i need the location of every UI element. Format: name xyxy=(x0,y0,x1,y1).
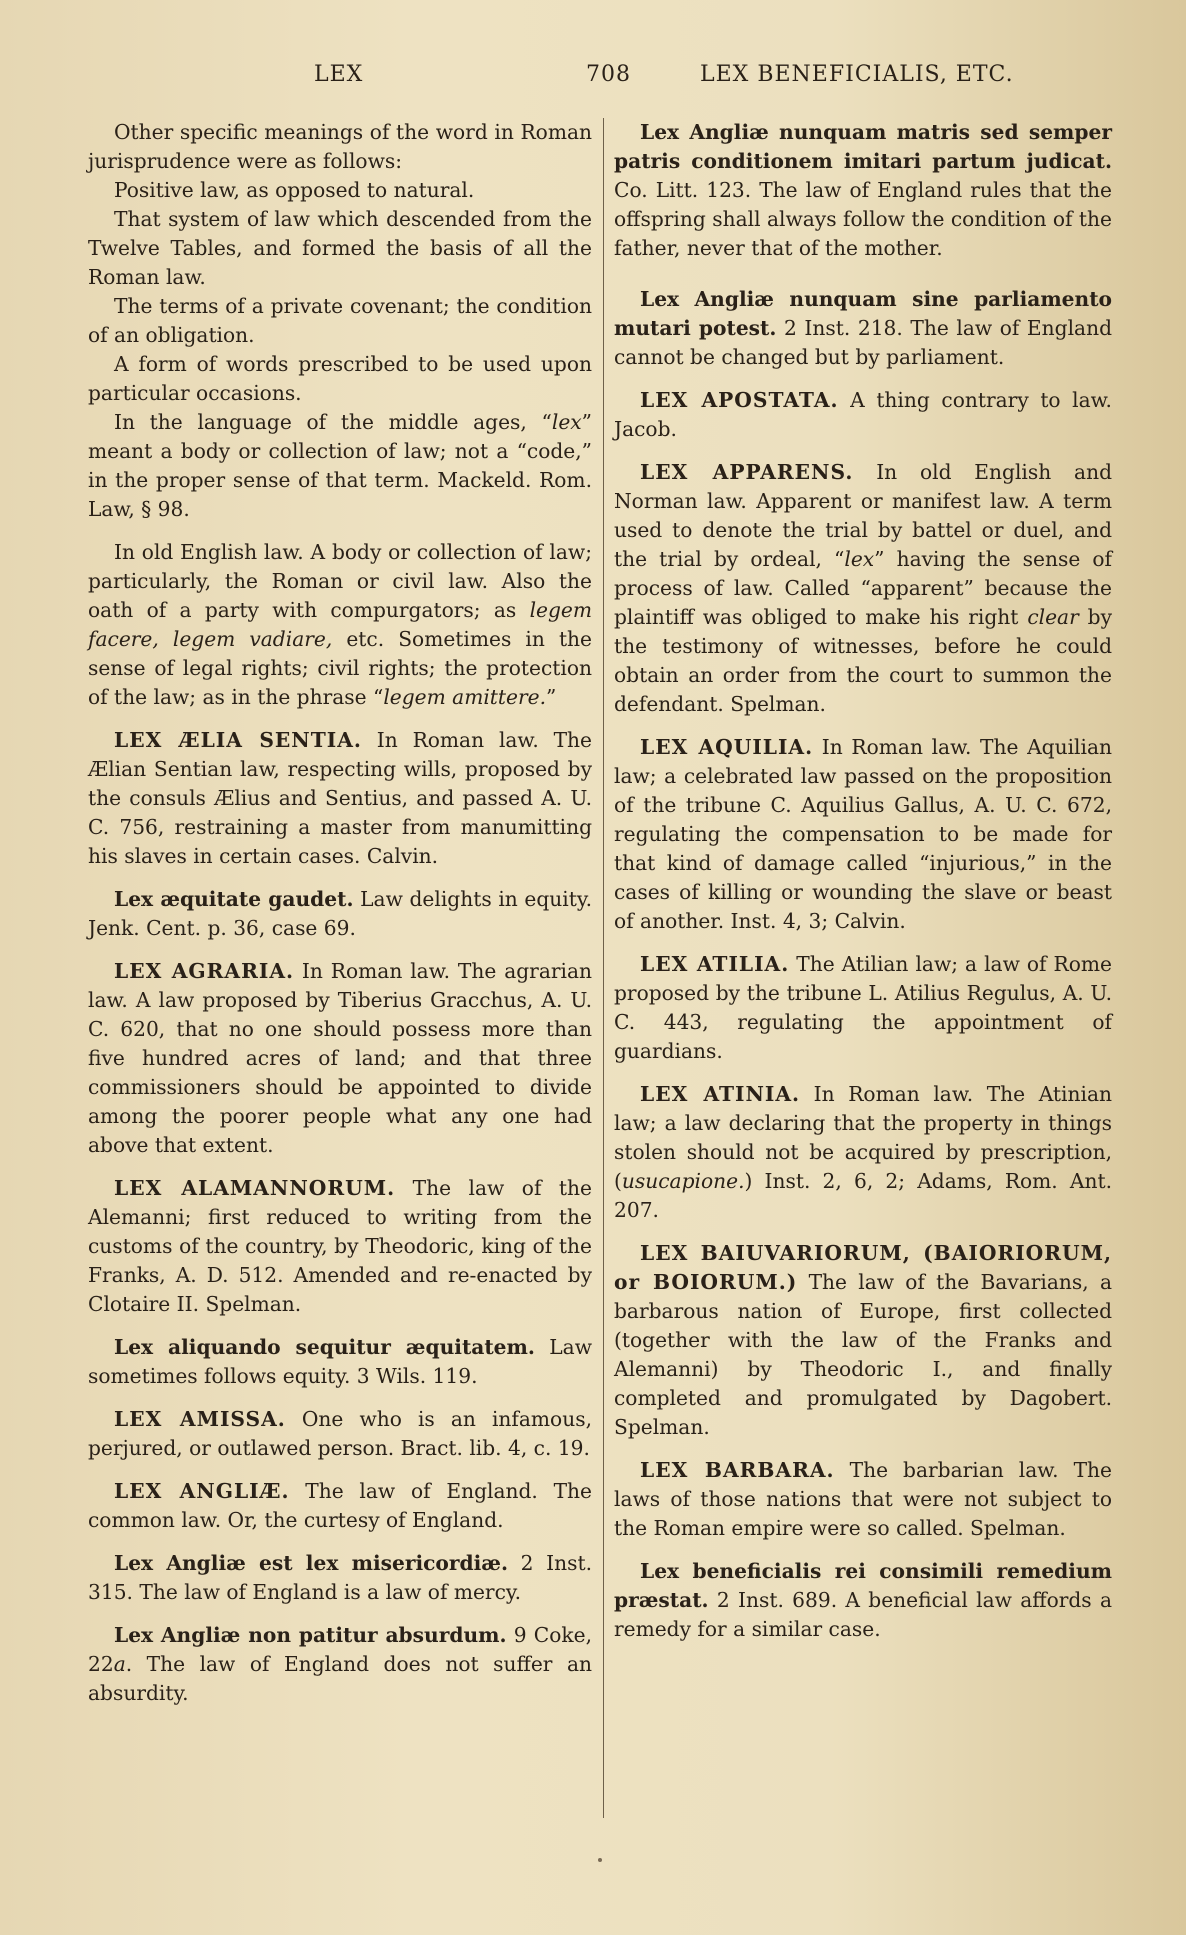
entry-definition: In Roman law. The Aquilian law; a celebrated law passed on the proposition of the tribune C. Aquilius Gallus, A. U. C. 672, regulating the compensation to be made for that kind of damage called “injurious,” in the cases of killing or wounding the slave or beast of another. Inst. 4, 3; Calvin. xyxy=(614,735,1112,933)
italic-term: clear xyxy=(1027,605,1079,629)
paragraph: A form of words prescribed to be used upon particular occasions. xyxy=(88,352,592,405)
entry-headword: LEX AMISSA. xyxy=(114,1407,286,1431)
italic-term: lex xyxy=(844,547,875,571)
entry xyxy=(88,726,592,871)
entry-definition: In old English and Norman law. Apparent or manifest law. A term used to denote the trial by battel or duel, and the trial by ordeal, “ xyxy=(614,460,1113,571)
entry xyxy=(614,458,1112,719)
entry-definition: In Roman law. The Atinian law; a law declaring that the property in things stolen should not be acquired by prescription, ( xyxy=(614,1082,1112,1193)
italic-term: a xyxy=(113,1652,126,1676)
paragraph: That system of law which descended from the Twelve Tables, and formed the basis of all the Roman law. xyxy=(88,207,592,289)
paragraph: Other specific meanings of the word in Roman jurisprudence were as follows: xyxy=(88,120,592,173)
entry-definition: 2 Inst. 218. The law of England cannot be changed but by parliament. xyxy=(614,316,1112,369)
entry xyxy=(614,118,1112,263)
entry-definition: One who is an infamous, perjured, or outlawed person. Bract. lib. 4, c. 19. xyxy=(88,1407,592,1460)
entry xyxy=(88,1405,592,1463)
left-column xyxy=(88,118,592,1708)
maxim-headword: Lex æquitate gaudet. xyxy=(114,887,354,911)
paragraph xyxy=(88,538,592,712)
entry xyxy=(614,1239,1112,1442)
entry-definition: . The law of England does not suffer an absurdity. xyxy=(88,1652,592,1705)
column-divider xyxy=(603,118,604,1818)
entry-definition: A thing contrary to law. Jacob. xyxy=(614,388,1112,441)
italic-term: usucapione. xyxy=(621,1169,745,1193)
entry-headword: LEX AGRARIA. xyxy=(114,959,295,983)
paragraph xyxy=(88,408,592,524)
entry-definition: In Roman law. The Ælian Sentian law, respecting wills, proposed by the consuls Ælius and Sentius, and passed A. U. C. 756, restraining a master from manumitting his slaves in certain cases. Calvin. xyxy=(88,728,592,868)
entry-headword: LEX BARBARA. xyxy=(640,1458,835,1482)
entry-definition: Law delights in equity. Jenk. Cent. p. 36, case 69. xyxy=(88,887,593,940)
entry-definition: by the testimony of witnesses, before he could obtain an order from the court to summon the defendant. Spelman. xyxy=(614,605,1112,716)
entry-definition: ) Inst. 2, 6, 2; Adams, Rom. Ant. 207. xyxy=(614,1169,1112,1222)
entry xyxy=(88,957,592,1160)
entry xyxy=(614,285,1112,372)
entry-definition: In Roman law. The agrarian law. A law proposed by Tiberius Gracchus, A. U. C. 620, that no one should possess more than five hundred acres of land; and that three commissioners should be appointed to divide among the poorer people what any one had above that extent. xyxy=(88,959,592,1157)
entry xyxy=(614,733,1112,936)
entry-definition: The law of the Alemanni; first reduced to writing from the customs of the country, by Theodoric, king of the Franks, A. D. 512. Amended and re-enacted by Clotaire II. Spelman. xyxy=(88,1176,592,1316)
entry-definition: The barbarian law. The laws of those nations that were not subject to the Roman empire were so called. Spelman. xyxy=(614,1458,1112,1540)
text: In old English law. A body or collection of law; particularly, the Roman or civil law. Also the oath of a party with compurgators; as xyxy=(88,540,592,622)
entry-headword: LEX ALAMANNORUM. xyxy=(114,1176,396,1200)
entry-definition: 2 Inst. 315. The law of England is a law of mercy. xyxy=(88,1551,592,1604)
entry xyxy=(88,1477,592,1535)
maxim-headword: Lex beneficialis rei consimili remedium præstat. xyxy=(614,1559,1112,1612)
text: ” meant a body or collection of law; not a “code,” in the proper sense of that term. Mackeld. Rom. Law, § 98. xyxy=(88,410,592,521)
italic-term: lex xyxy=(551,410,582,434)
page-number: 708 xyxy=(586,62,631,87)
entry xyxy=(88,1174,592,1319)
entry xyxy=(614,1557,1112,1644)
entry-definition: The law of the Bavarians, a barbarous nation of Europe, first collected (together with the law of the Franks and Alemanni) by Theodoric I., and finally completed and promulgated by Dagobert. Spelman. xyxy=(614,1270,1112,1439)
maxim-headword: Lex Angliæ est lex misericordiæ. xyxy=(114,1551,509,1575)
entry-definition: The law of England. The common law. Or, the curtesy of England. xyxy=(88,1479,592,1532)
entry-definition: ” having the sense of process of law. Called “apparent” because the plaintiff was obliged to make his right xyxy=(614,547,1112,629)
entry xyxy=(614,386,1112,444)
italic-term: legem facere, legem vadiare, xyxy=(88,598,592,651)
entry xyxy=(88,1549,592,1607)
entry xyxy=(88,885,592,943)
entry-definition: 9 Coke, 22 xyxy=(88,1623,593,1676)
entry-headword: LEX AQUILIA. xyxy=(640,735,814,759)
header-left-term: LEX xyxy=(314,62,364,87)
entry xyxy=(614,1080,1112,1225)
entry-headword: LEX APPARENS. xyxy=(640,460,854,484)
text: In the language of the middle ages, “ xyxy=(114,410,552,434)
entry-definition: Co. Litt. 123. The law of England rules that the offspring shall always follow the condition of the father, never that of the mother. xyxy=(614,178,1112,260)
entry-headword: LEX BAIUVARIORUM, (BAIORIORUM, or BOIORUM.) xyxy=(614,1241,1112,1294)
page-header xyxy=(0,62,1186,102)
entry-definition: 2 Inst. 689. A beneficial law affords a remedy for a similar case. xyxy=(614,1588,1112,1641)
entry-headword: LEX APOSTATA. xyxy=(640,388,839,412)
entry xyxy=(614,1456,1112,1543)
entry-headword: LEX ATINIA. xyxy=(640,1082,801,1106)
maxim-headword: Lex Angliæ non patitur absurdum. xyxy=(114,1623,507,1647)
text: ” xyxy=(546,685,557,709)
text: etc. Sometimes in the sense of legal rights; civil rights; the protection of the law; as in the phrase “ xyxy=(88,627,592,709)
right-column xyxy=(614,118,1112,1644)
page-speck xyxy=(598,1858,602,1862)
maxim-headword: Lex Angliæ nunquam sine parliamento mutari potest. xyxy=(614,287,1112,340)
entry-definition: The Atilian law; a law of Rome proposed by the tribune L. Atilius Regulus, A. U. C. 443, regulating the appointment of guardians. xyxy=(614,952,1112,1063)
paragraph: The terms of a private covenant; the condition of an obligation. xyxy=(88,294,592,347)
italic-term: legem amittere. xyxy=(383,685,546,709)
maxim-headword: Lex aliquando sequitur æquitatem. xyxy=(114,1335,535,1359)
entry xyxy=(88,1621,592,1708)
entry-headword: LEX ANGLIÆ. xyxy=(114,1479,290,1503)
paragraph: Positive law, as opposed to natural. xyxy=(114,178,475,202)
maxim-headword: Lex Angliæ nunquam matris sed semper patris conditionem imitari partum judicat. xyxy=(614,120,1112,173)
entry-definition: Law sometimes follows equity. 3 Wils. 119. xyxy=(88,1335,592,1388)
entry-headword: LEX ÆLIA SENTIA. xyxy=(114,728,362,752)
entry-headword: LEX ATILIA. xyxy=(640,952,790,976)
header-right-term: LEX BENEFICIALIS, ETC. xyxy=(700,62,1014,87)
entry xyxy=(88,1333,592,1391)
entry xyxy=(614,950,1112,1066)
